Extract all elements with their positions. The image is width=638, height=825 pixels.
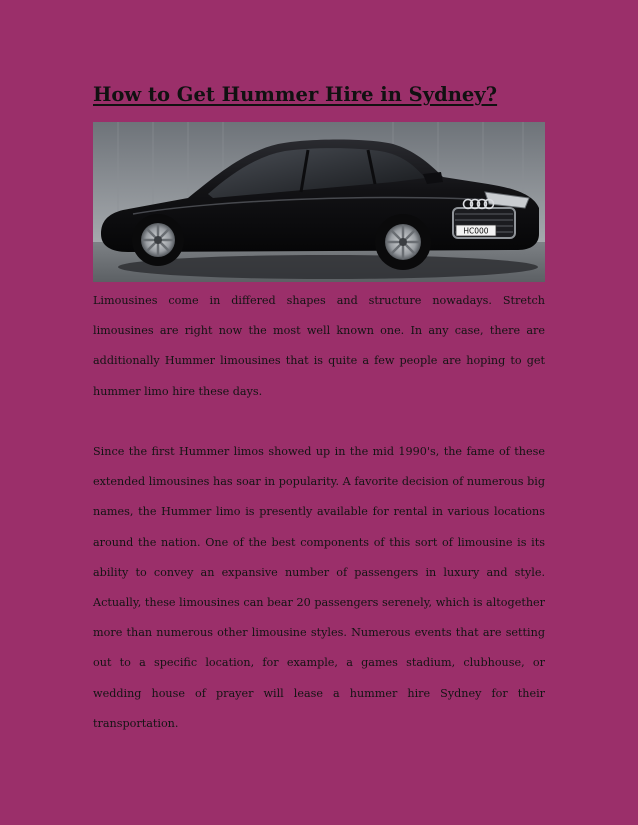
- car-shadow: [118, 255, 538, 279]
- rear-wheel: [132, 214, 184, 266]
- front-wheel: [375, 214, 431, 270]
- paragraph-intro: Limousines come in differed shapes and structure nowadays. Stretch limousines are right now the most well known one. In any case, there are additionally Hummer limousines that is quite a few people are hoping to get hummer limo hire these days.: [93, 294, 545, 398]
- paragraph-history: Since the first Hummer limos showed up in the mid 1990's, the fame of these extended limousines has soar in popularity. A favorite decision of numerous big names, the Hummer limo is presently available for rental in various locations around the nation. One of the best components of this sort of limousine is its ability to convey an expansive number of passengers in luxury and style. Actually, these limousines can bear 20 passengers serenely, which is altogether more than numerous other limousine styles. Numerous events that are setting out to a specific location, for example, a games stadium, clubhouse, or wedding house of prayer will lease a hummer hire Sydney for their transportation.: [93, 445, 545, 730]
- car-photo: [93, 122, 545, 282]
- page-title: How to Get Hummer Hire in Sydney?: [93, 83, 498, 106]
- license-plate-text: HC000: [463, 226, 489, 236]
- car-illustration: [93, 122, 545, 282]
